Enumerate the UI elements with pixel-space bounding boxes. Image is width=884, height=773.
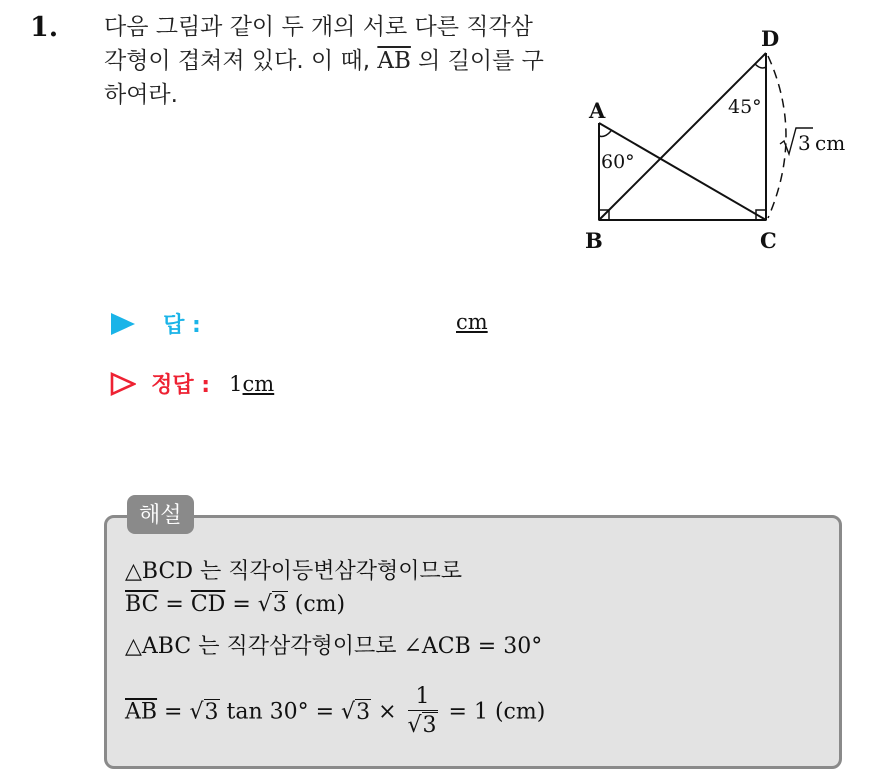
explanation-line-4 — [125, 684, 545, 741]
outline-triangle-icon — [110, 372, 136, 396]
sqrt-3-a: √3 — [189, 699, 219, 725]
explanation-line-2 — [125, 592, 345, 617]
segment-cd: $\overline{CD}$ — [190, 592, 226, 617]
segment-ab-exp: $\overline{AB}$ — [125, 699, 158, 725]
question-text-part2: 의 길이를 구하여라. — [104, 48, 544, 108]
explanation-tag: 해설 — [127, 495, 194, 534]
line1-text: 는 직각이등변삼각형이므로 — [192, 559, 462, 584]
line4-times: × — [371, 699, 404, 725]
sqrt-3: √3 — [257, 592, 287, 617]
play-triangle-icon — [110, 312, 136, 336]
fraction-one-over-root3 — [408, 684, 438, 741]
sqrt-3-b-radicand: 3 — [356, 699, 371, 725]
line2-eq2: = — [225, 592, 258, 617]
answer-label: 답 : — [163, 313, 201, 338]
line2-unit: (cm) — [287, 592, 346, 617]
length-label-unit: cm — [815, 131, 846, 155]
sqrt-3-radicand: 3 — [272, 592, 287, 617]
line3-text: 는 직각삼각형이므로 — [191, 634, 404, 659]
answer-row — [110, 308, 201, 339]
angle-acb: ∠ACB = 30° — [403, 634, 543, 659]
dimension-arc-cd — [768, 56, 786, 218]
length-label-root: 3 — [798, 131, 811, 155]
angle-arc-a — [599, 131, 611, 136]
angle-arc-d — [755, 64, 766, 68]
segment-ab: $\overline{AB}$ — [377, 48, 411, 74]
label-b: B — [585, 228, 603, 253]
segment-bc: $\overline{BC}$ — [125, 592, 159, 617]
angle-d-label: 45° — [728, 96, 762, 118]
fraction-denominator-radicand: 3 — [422, 713, 437, 738]
fraction-denominator: √3 — [407, 713, 437, 738]
triangle-abc: △ABC — [125, 634, 192, 659]
correct-answer-row — [110, 368, 274, 399]
question-text-part1: 다음 그림과 같이 두 개의 서로 다른 직각삼각형이 겹쳐져 있다. 이 때, — [104, 14, 533, 74]
angle-a-label: 60° — [601, 151, 635, 173]
correct-value-unit: cm — [242, 371, 275, 396]
fraction-numerator: 1 — [408, 684, 438, 711]
length-label-cd — [780, 128, 845, 155]
label-a: A — [589, 98, 606, 123]
label-c: C — [760, 228, 777, 253]
line4-eq1: = — [157, 699, 190, 725]
line4-tan: tan 30° = — [219, 699, 342, 725]
answer-blank-unit: cm — [456, 310, 488, 334]
sqrt-3-b: √3 — [341, 699, 371, 725]
explanation-line-1 — [125, 554, 462, 585]
explanation-line-3 — [125, 629, 542, 660]
line4-result: = 1 (cm) — [441, 699, 546, 725]
triangle-bcd: △BCD — [125, 559, 193, 584]
triangle-figure — [572, 20, 862, 260]
correct-answer-label: 정답 : — [151, 373, 211, 398]
label-d: D — [761, 26, 780, 51]
question-text — [104, 10, 554, 112]
correct-value-number: 1 — [229, 371, 243, 396]
line2-eq: = — [158, 592, 191, 617]
question-number: 1. — [30, 12, 59, 43]
correct-answer-value — [229, 372, 274, 396]
sqrt-3-a-radicand: 3 — [204, 699, 219, 725]
